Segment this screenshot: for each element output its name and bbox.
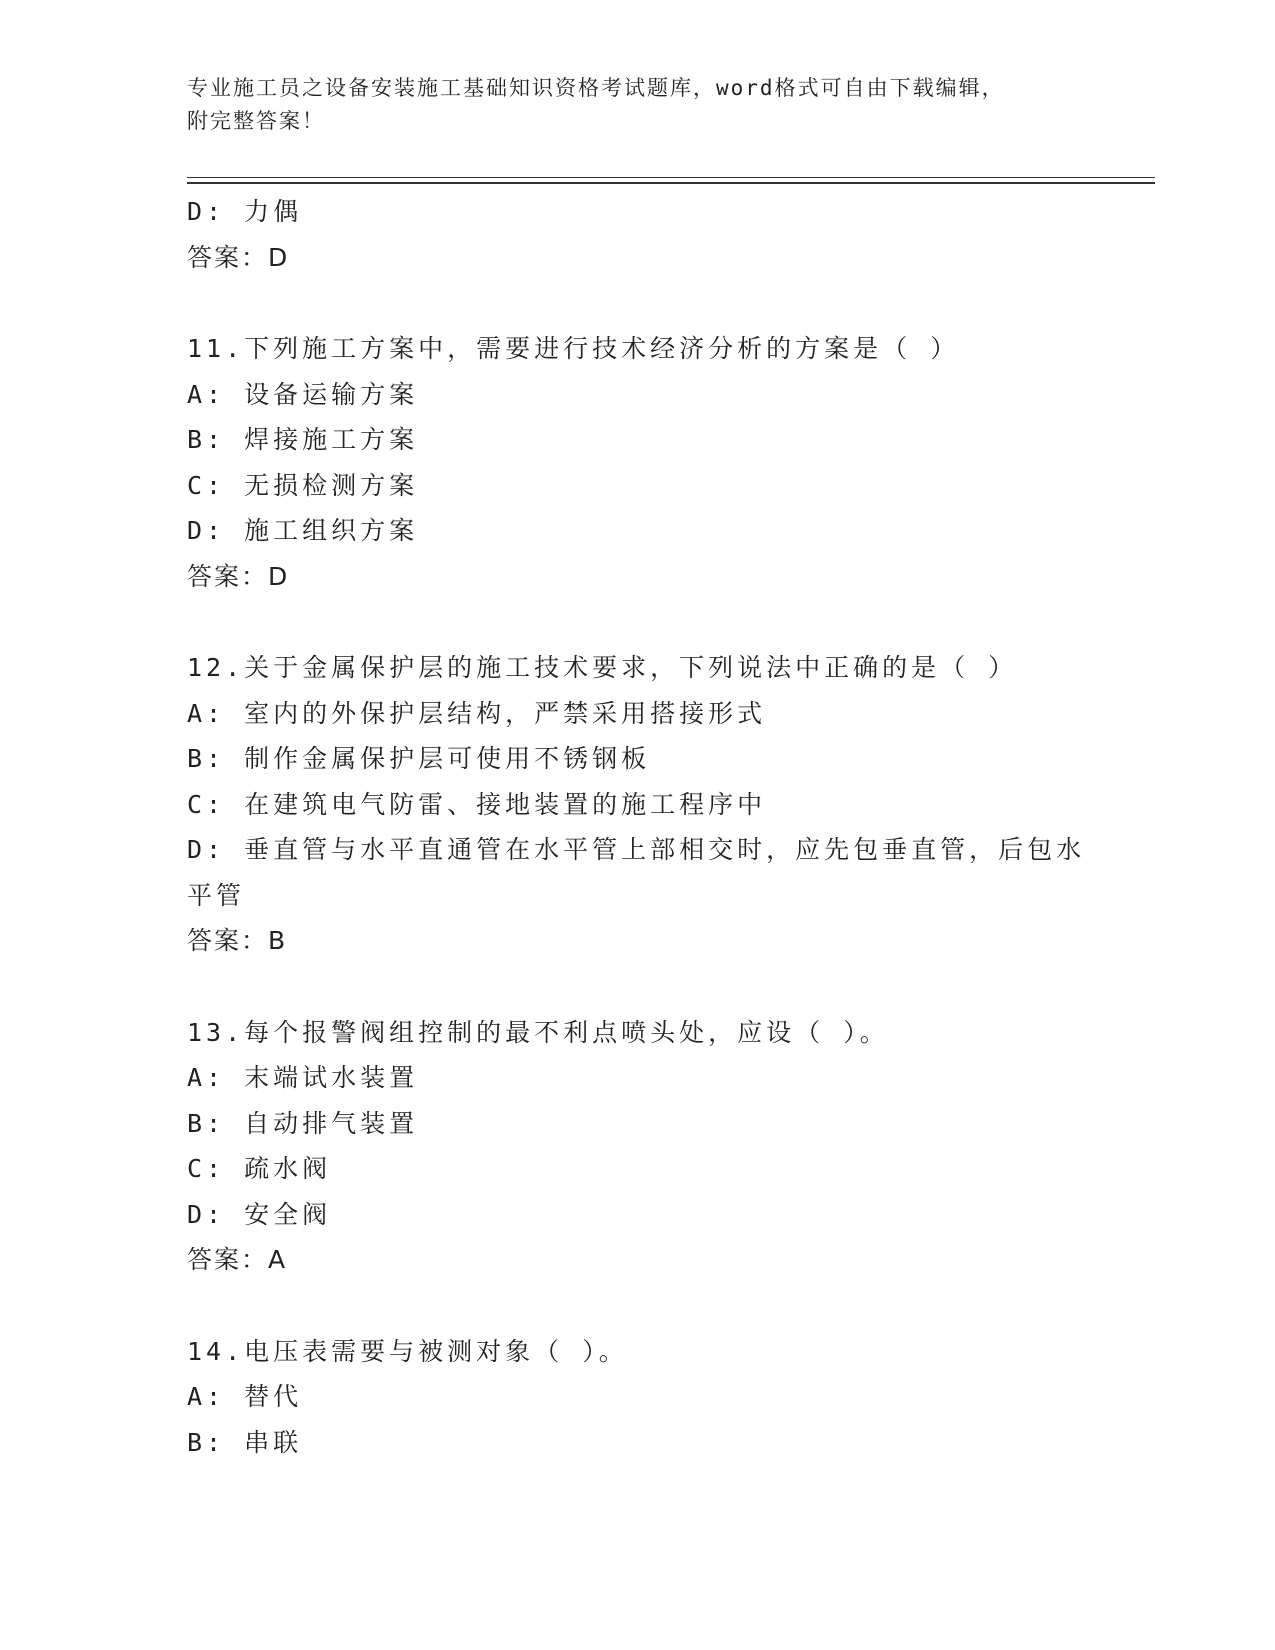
option-d: D: 力偶: [187, 197, 303, 226]
option-a: A: 末端试水装置: [187, 1063, 419, 1092]
option-d: D: 垂直管与水平直通管在水平管上部相交时，应先包垂直管，后包水: [187, 835, 1086, 864]
spacer: [187, 280, 1087, 326]
option-b: B: 串联: [187, 1427, 303, 1457]
question-stem: 11.下列施工方案中，需要进行技术经济分析的方案是（ ）: [187, 334, 960, 363]
header-divider-thin: [187, 177, 1155, 178]
question-stem: 12.关于金属保护层的施工技术要求，下列说法中正确的是（ ）: [187, 653, 1018, 682]
answer-line: 答案：D: [187, 242, 290, 272]
option-b: B: 制作金属保护层可使用不锈钢板: [187, 744, 651, 773]
option-a: A: 室内的外保护层结构，严禁采用搭接形式: [187, 698, 767, 728]
option-c: C: 无损检测方案: [187, 470, 419, 500]
option-d: D: 安全阀: [187, 1199, 332, 1229]
spacer: [187, 964, 1087, 1010]
question-12: [187, 645, 1087, 964]
question-14: [187, 1329, 1087, 1466]
option-b: B: 自动排气装置: [187, 1108, 419, 1138]
header-divider-thick: [187, 182, 1155, 184]
spacer: [187, 599, 1087, 645]
document-header: [187, 72, 1087, 138]
header-line-2: 附完整答案！: [187, 109, 325, 133]
question-stem: 13.每个报警阀组控制的最不利点喷头处，应设（ ）。: [187, 1017, 889, 1047]
option-d-continuation: 平管: [187, 880, 246, 910]
previous-question-tail: [187, 189, 1087, 280]
answer-line: 答案：D: [187, 561, 290, 591]
spacer: [187, 1283, 1087, 1329]
option-c: C: 疏水阀: [187, 1154, 332, 1183]
answer-line: 答案：A: [187, 1245, 288, 1274]
header-line-1: 专业施工员之设备安装施工基础知识资格考试题库，word格式可自由下载编辑，: [187, 76, 1005, 100]
option-b: B: 焊接施工方案: [187, 425, 419, 454]
option-d: D: 施工组织方案: [187, 516, 419, 545]
option-a: A: 设备运输方案: [187, 379, 419, 409]
option-c: C: 在建筑电气防雷、接地装置的施工程序中: [187, 789, 767, 819]
question-13: [187, 1010, 1087, 1283]
question-11: [187, 326, 1087, 599]
answer-line: 答案：B: [187, 926, 288, 955]
question-stem: 14.电压表需要与被测对象（ ）。: [187, 1336, 628, 1366]
option-a: A: 替代: [187, 1382, 303, 1411]
question-list: [187, 189, 1087, 1465]
